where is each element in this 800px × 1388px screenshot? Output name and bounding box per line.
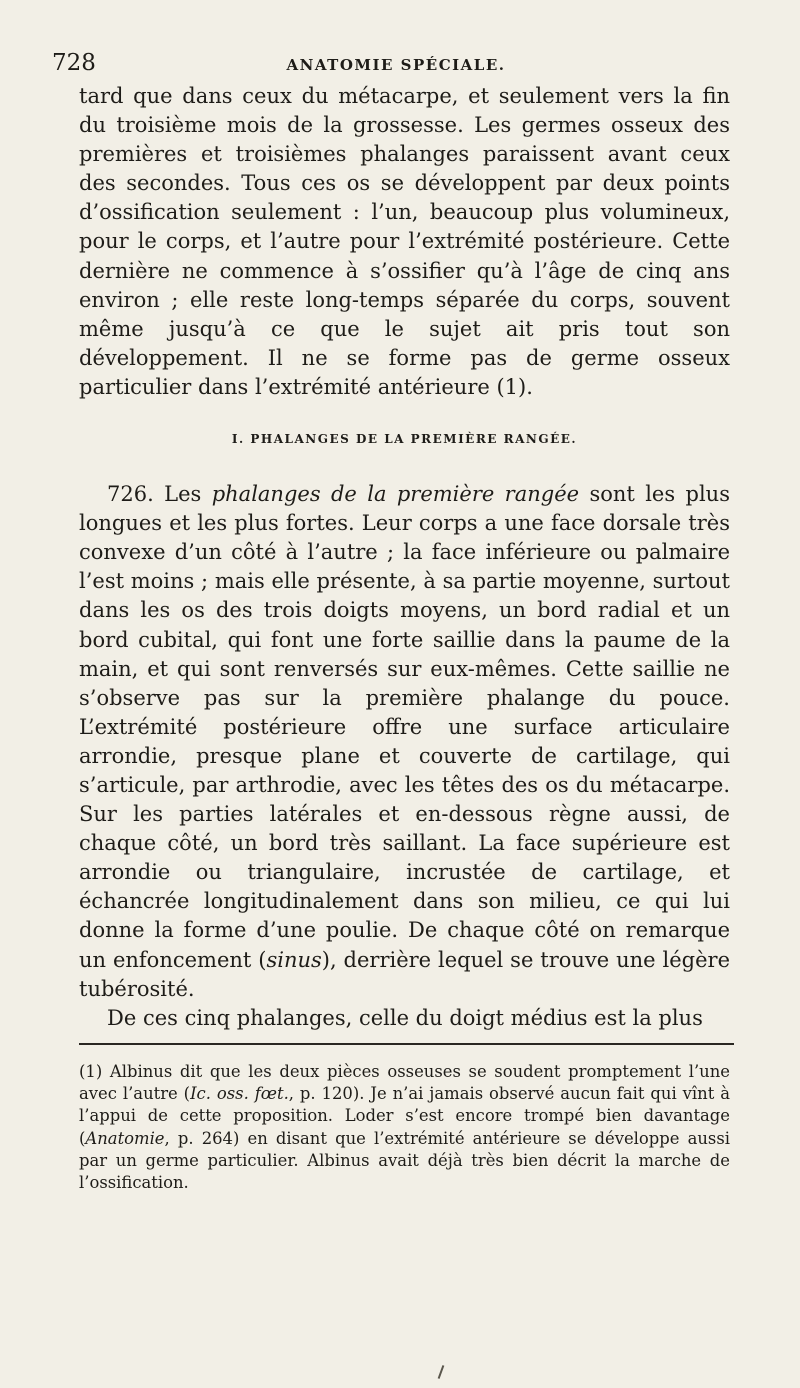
footnote-reference: Ic. oss. fœt.	[190, 1084, 289, 1104]
footnote-text: (1) Albinus dit que les deux pièces osseuses se soudent promptement l’une avec l’autre (	[79, 1062, 730, 1104]
footnote	[79, 1061, 730, 1194]
page-number: 728	[52, 50, 96, 76]
section-heading: I. PHALANGES DE LA PREMIÈRE RANGÉE.	[231, 432, 578, 447]
italic-term: sinus	[266, 947, 322, 972]
italic-term: phalanges de la première rangée	[211, 482, 580, 507]
running-head: ANATOMIE SPÉCIALE.	[286, 56, 506, 74]
page-header	[52, 50, 740, 80]
footnote-separator	[79, 1043, 734, 1045]
footnote-reference: Anatomie	[85, 1128, 165, 1148]
paragraph-text: Les	[164, 482, 202, 507]
paragraph-number: 726.	[107, 482, 154, 507]
main-text	[79, 82, 730, 1033]
footnote-text: , p. 264) en disant que l’extrémité antérieure se développe aussi par un germe particulier. Albinus avait déjà très bien décrit la marche de l’ossification.	[79, 1128, 730, 1193]
paragraph-continued: tard que dans ceux du métacarpe, et seulement vers la fin du troisième mois de la grossesse. Les germes osseux des premières et troisièmes phalanges paraissent avant ceux des secondes. Tous ces os se développent par deux points d’ossification seulement : l’un, beaucoup plus volumineux, pour le corps, et l’autre pour l’extrémité postérieure. Cette dernière ne commence à s’ossifier qu’à l’âge de cinq ans environ ; elle reste long-temps séparée du corps, souvent même jusqu’à ce que le sujet ait pris tout son développement. Il ne se forme pas de germe osseux particulier dans l’extrémité antérieure (1).	[79, 84, 730, 399]
paragraph-text: ), derrière lequel se trouve une légère tubérosité.	[79, 947, 730, 1001]
ink-mark	[438, 1365, 445, 1379]
paragraph-next: De ces cinq phalanges, celle du doigt médius est la plus	[107, 1005, 703, 1030]
paragraph-text: sont les plus longues et les plus fortes. Leur corps a une face dorsale très convexe d’un côté à l’autre ; la face inférieure ou palmaire l’est moins ; mais elle présente, à sa partie moyenne, surtout dans les os des trois doigts moyens, un bord radial et un bord cubital, qui font une forte saillie dans la paume de la main, et qui sont renversés sur eux-mêmes. Cette saillie ne s’observe pas sur la première phalange du pouce. L’extrémité postérieure offre une surface articulaire arrondie, presque plane et couverte de cartilage, qui s’articule, par arthrodie, avec les têtes des os du métacarpe. Sur les parties latérales et en-dessous règne aussi, de chaque côté, un bord très saillant. La face supérieure est arrondie ou triangulaire, incrustée de cartilage, et échancrée longitudinalement dans son milieu, ce qui lui donne la forme d’une poulie. De chaque côté on remarque un enfoncement (	[79, 482, 730, 972]
footnote-text: , p. 120). Je n’ai jamais observé aucun fait qui vînt à l’appui de cette proposition. Loder s’est encore trompé bien davantage (	[79, 1084, 730, 1148]
paragraph-726	[79, 480, 730, 1004]
